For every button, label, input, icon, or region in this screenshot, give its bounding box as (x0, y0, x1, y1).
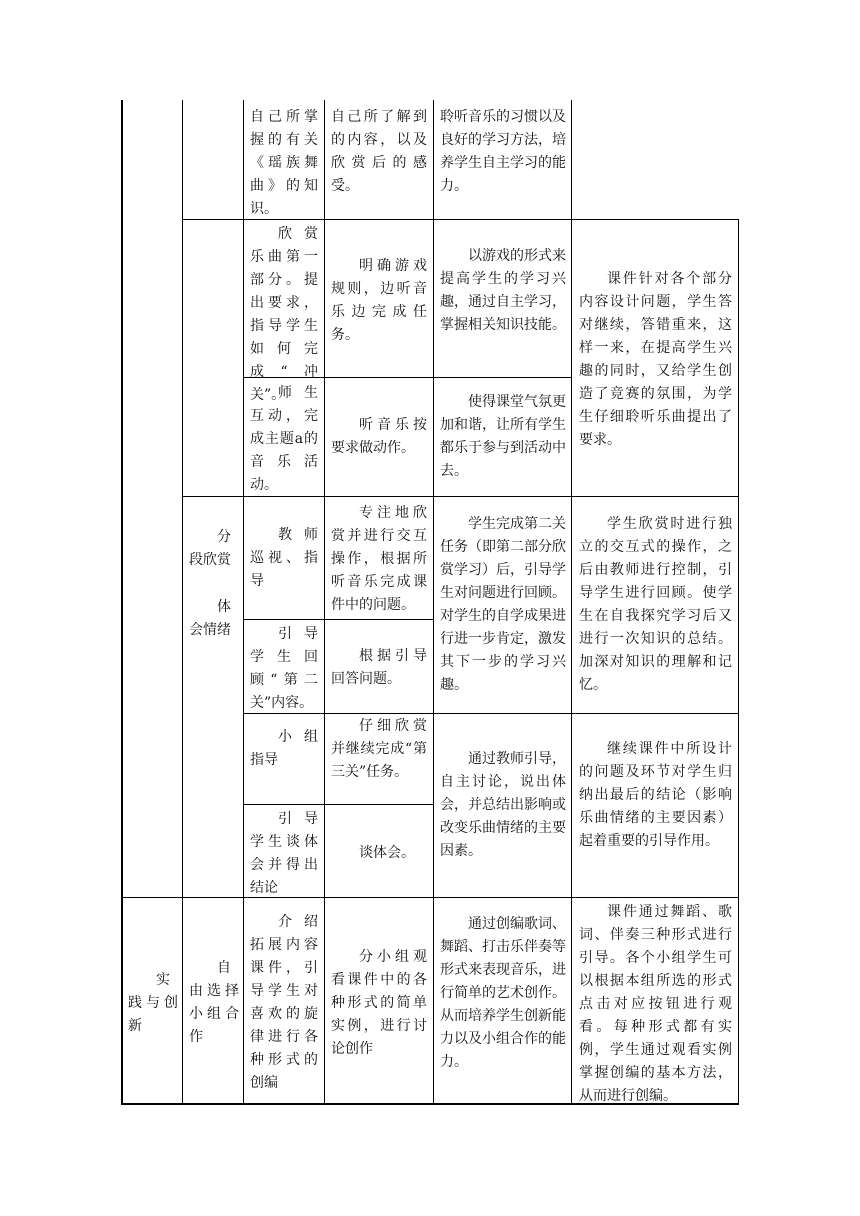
r1-c4: 自己所了解到的内容，以及欣赏后的感受。 (331, 109, 427, 194)
r4-c4: 专注地欣赏并进行交互操作，根据所听音乐完成课件中的问题。 (331, 505, 427, 613)
r8-c5: 通过创编歌词、舞蹈、打击乐伴奏等形式来表现音乐，进行简单的艺术创作。从而培养学生创新能力以及小组合作的能力。 (440, 916, 566, 1070)
table-border-right (738, 220, 739, 1104)
row-line-6 (243, 804, 434, 805)
r67-c5: 通过教师引导，自主讨论，说出体会，并总结出影响或改变乐曲情绪的主要因素。 (440, 751, 566, 859)
r7-c4: 谈体会。 (359, 845, 415, 861)
r1-c5: 聆听音乐的习惯以及良好的学习方法，培养学生自主学习的能力。 (440, 109, 566, 194)
r8-c6: 课件通过舞蹈、歌词、伴奏三种形式进行引导。各个小组学生可以根据本组所选的形式点击对应按钮进行观看。每种形式都有实例，学生通过观看实例掌握创编的基本方法，从而进行创编。 (579, 904, 732, 1104)
r3-c3: 师生互动，完成主题a的音乐活动。 (250, 385, 318, 493)
col-line-2 (243, 100, 244, 1104)
r3-c5: 使得课堂气氛更加和谐，让所有学生都乐于参与到活动中去。 (440, 394, 566, 479)
r6-c3: 小组指导 (250, 729, 318, 768)
r6-c4: 仔细欣赏并继续完成“第三关”任务。 (331, 718, 427, 780)
row-line-7 (121, 897, 739, 898)
col-line-5 (571, 100, 572, 1104)
table-border-left (121, 100, 123, 1104)
r8-c2: 自由选择小组合作 (189, 960, 239, 1045)
r5-c4: 根据引导回答问题。 (331, 648, 427, 687)
col-line-1 (182, 100, 183, 1104)
r23-c6: 课件针对各个部分内容设计问题，学生答对继续，答错重来，这样一来，在提高学生兴趣的同时，又给学生创造了竞赛的氛围，为学生仔细聆听乐曲提出了要求。 (579, 271, 732, 448)
r67-c6: 继续课件中所设计的问题及环节对学生归纳出最后的结论（影响乐曲情绪的主要因素）起着重要的引导作用。 (579, 741, 732, 849)
r45-c6: 学生欣赏时进行独立的交互式的操作，之后由教师进行控制，引导学生进行回顾。使学生在自我探究学习后又进行一次知识的总结。加深对知识的理解和记忆。 (579, 516, 732, 693)
r1-c3: 自己所掌握的有关《瑶族舞曲》的知识。 (250, 109, 318, 217)
r8-c1: 实践与创新 (128, 972, 178, 1034)
r2-c4: 明确游戏规则，边听音乐边完成任务。 (331, 258, 427, 343)
col-line-4 (433, 100, 434, 1104)
r8-c3: 介绍拓展内容课件，引导学生对喜欢的旋律进行各种形式的创编 (250, 914, 318, 1091)
stage2-label-a: 分段欣赏 (189, 529, 231, 568)
col-line-3b (324, 897, 325, 1104)
r7-c3: 引导学生谈体会并得出结论 (250, 811, 318, 896)
stage2-label-b: 体会情绪 (189, 599, 231, 638)
r2-c3: 欣赏乐曲第一部分。提出要求，指导学生如何完成“冲关”。 (250, 226, 318, 403)
row-line-4 (243, 619, 434, 620)
r45-c5: 学生完成第二关任务（即第二部分欣赏学习）后，引导学生对问题进行回顾。对学生的自学成果进行进一步肯定，激发其下一步的学习兴趣。 (440, 516, 566, 693)
r5-c3: 引导学生回顾“第二关”内容。 (250, 626, 318, 711)
r2-c5: 以游戏的形式来提高学生的学习兴趣，通过自主学习，掌握相关知识技能。 (440, 248, 566, 333)
r3-c4: 听音乐按要求做动作。 (331, 417, 427, 456)
r8-c4: 分小组观看课件中的各种形式的简单实例，进行讨论创作 (331, 949, 427, 1057)
r4-c3: 教师巡视、指导 (250, 527, 318, 589)
